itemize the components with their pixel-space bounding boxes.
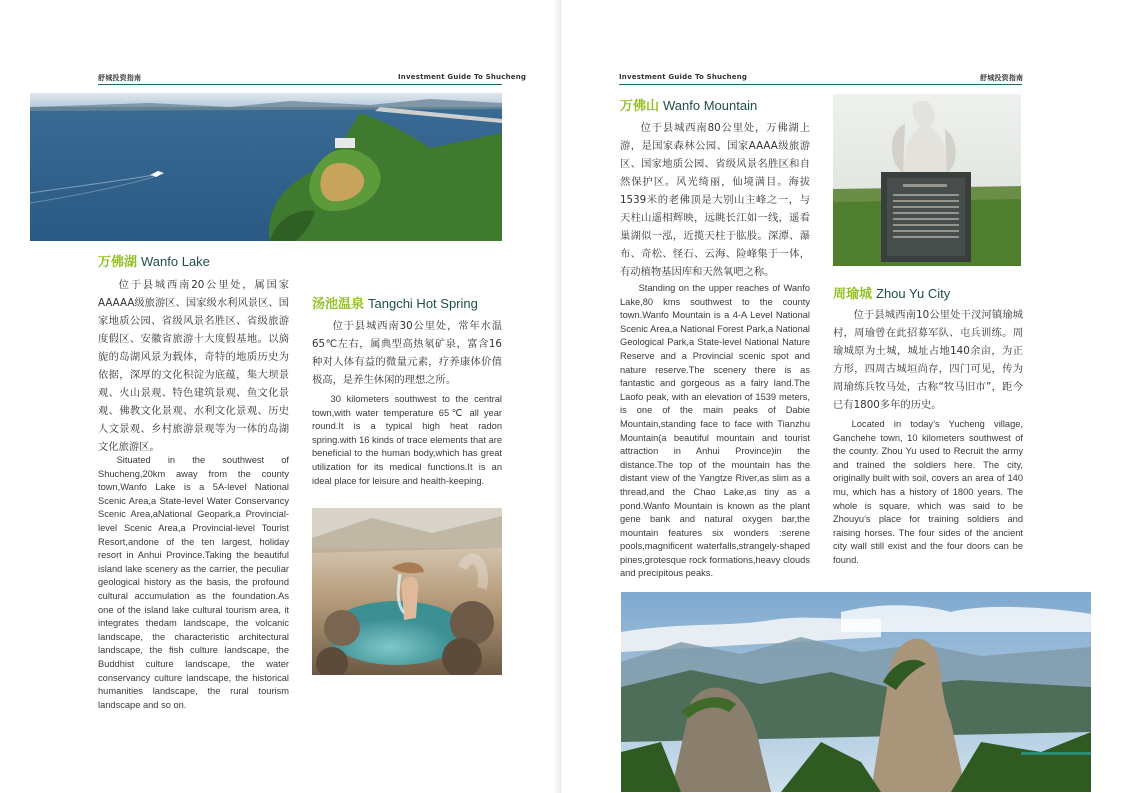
wanfo-lake-photo bbox=[30, 93, 502, 241]
left-header-zh: 舒城投资指南 bbox=[98, 74, 142, 82]
wanfo-mountain-title-en: Wanfo Mountain bbox=[663, 98, 758, 113]
zhou-yu-city-title bbox=[833, 283, 950, 302]
right-header-zh: 舒城投资指南 bbox=[980, 74, 1024, 82]
zhou-yu-city-title-en: Zhou Yu City bbox=[876, 286, 951, 301]
zhou-yu-city-title-zh: 周瑜城 bbox=[833, 287, 873, 302]
right-page bbox=[561, 0, 1122, 793]
wanfo-lake-body-zh: 位于县城西南20公里处，属国家AAAAA级旅游区、国家级水利风景区、国家地质公园、省级风景名胜区、省级旅游度假区、安徽省旅游十大度假基地。以旖旎的岛湖风景为载体，奇特的地质历史为依据，深厚的文化积淀为底蕴，集大坝景观、火山景观、特色建筑景观、鱼文化景观、佛教文化景观、水利文化景观、历史人文景观、乡村旅游景观等为一体的岛湖文化旅游区。 bbox=[98, 279, 289, 453]
tangchi-body-zh: 位于县城西南30公里处，常年水温65℃左右，属典型高热氡矿泉，富含16种对人体有益的微量元素，疗养康体价值极高，是养生休闲的理想之所。 bbox=[312, 320, 502, 386]
wanfo-mountain-photo bbox=[621, 592, 1091, 792]
page-accent-bar bbox=[1021, 752, 1091, 755]
zhou-yu-statue-photo bbox=[833, 94, 1021, 266]
tangchi-title bbox=[312, 293, 478, 312]
tangchi-body-en: 30 kilometers southwest to the central town,with water temperature 65℃ all year round.It is a typical high heat radon spring.with 16 kinds of trace elements that are beneficial to the human body,which has great utilization for its medical functions.It is an ideal place for leisure and health-keeping. bbox=[312, 394, 502, 486]
wanfo-mountain-title-zh: 万佛山 bbox=[620, 99, 660, 114]
right-header-rule bbox=[619, 84, 1022, 85]
zhou-yu-city-body-en: Located in today’s Yucheng village, Ganchehe town, 10 kilometers southwest of the county. Zhou Yu used to Recruit the army and trained the soldiers here. The city, originally built with soil, covers an area of 140 mu, which has a history of 1800 years. The whole is square, which was said to be Zhouyu’s place for training soldiers and raising horses. The four sides of the ancient city wall still exist and the four doors can be found. bbox=[833, 419, 1023, 565]
zhou-yu-city-body-zh: 位于县城西南10公里处干汊河镇瑜城村，周瑜曾在此招募军队、屯兵训练。周瑜城原为土城，城址占地140余亩，为正方形，四周古城垣尚存，四门可见，传为周瑜练兵牧马处，古称“牧马旧市”，距今已有1800多年的历史。 bbox=[833, 309, 1023, 411]
wanfo-lake-title-en: Wanfo Lake bbox=[141, 254, 210, 269]
wanfo-mountain-body-zh: 位于县城西南80公里处，万佛湖上游，是国家森林公园、国家AAAA级旅游区、国家地质公园、省级风景名胜区和自然保护区。风光绮丽，仙境满目。海拔1539米的老佛顶是大别山主峰之一，与天柱山遥相辉映，远眺长江如一线，遥看巢湖似一泓，近揽天柱于肱股。深潭、瀑布、奇松、怪石、云海、险峰集于一体，有动植物基因库和天然氧吧之称。 bbox=[620, 122, 810, 278]
hot-spring-photo bbox=[312, 508, 502, 675]
left-header-en: Investment Guide To Shucheng bbox=[398, 73, 527, 81]
wanfo-lake-body-en: Situated in the southwest of Shucheng,20km away from the county town,Wanfo Lake is a 5A-level National Scenic Area,a State-level Water Conservancy Scenic Area,aNational Geopark,a Provincial-level Scenic Area,a Provincial-level Tourist Resort,andone of the ten largest, holiday resort in Anhui Province.Taking the beautiful island lake scenery as the carrier, the peculiar geological history as the basis, the profound cultural accumulation as the foundation.As one of the island lake cultural tourism area, it integrates thedam landscape, the volcanic landscape, the characteristic architectural landscape, the fish culture landscape, the Buddhist culture landscape, the water conservancy culture landscape, the historical humanities landscape, the rural tourism landscape and so on. bbox=[98, 455, 289, 710]
wanfo-mountain-title bbox=[620, 95, 757, 114]
right-header-en: Investment Guide To Shucheng bbox=[619, 73, 748, 81]
wanfo-mountain-body-en: Standing on the upper reaches of Wanfo Lake,80 kms southwest to the county town.Wanfo Mountain is a 4-A Level National Scenic Area,a National Forest Park,a National Geological Park,a State-level National Nature Reserve and a Provincial scenic spot and nature reserve.The scenery there is as fantastic and gorgeous as a fairy land.The Laofo peak, with an elevation of 1539 meters, is one of the main peaks of Dabie Mountain,standing face to face with Tianzhu Mountain(a beautiful mountain and tourist attraction in Anhui Province)in the distance.The top of the mountain has the distant view of the Yangtze River,as slim as a thread,and the Chao Lake,as tiny as a pond.Wanfo Mountain is known as the plant gene bank and natural oxygen bar,the mountain features six wonders :serene pools,magnificent waterfalls,strangely-shaped pines,grotesque rock formations,heavy clouds and precipitous peaks. bbox=[620, 283, 810, 579]
tangchi-title-zh: 汤池温泉 bbox=[312, 297, 365, 312]
tangchi-title-en: Tangchi Hot Spring bbox=[368, 296, 478, 311]
wanfo-lake-title-zh: 万佛湖 bbox=[98, 255, 138, 270]
left-header-rule bbox=[98, 84, 502, 85]
wanfo-lake-title bbox=[98, 251, 210, 270]
